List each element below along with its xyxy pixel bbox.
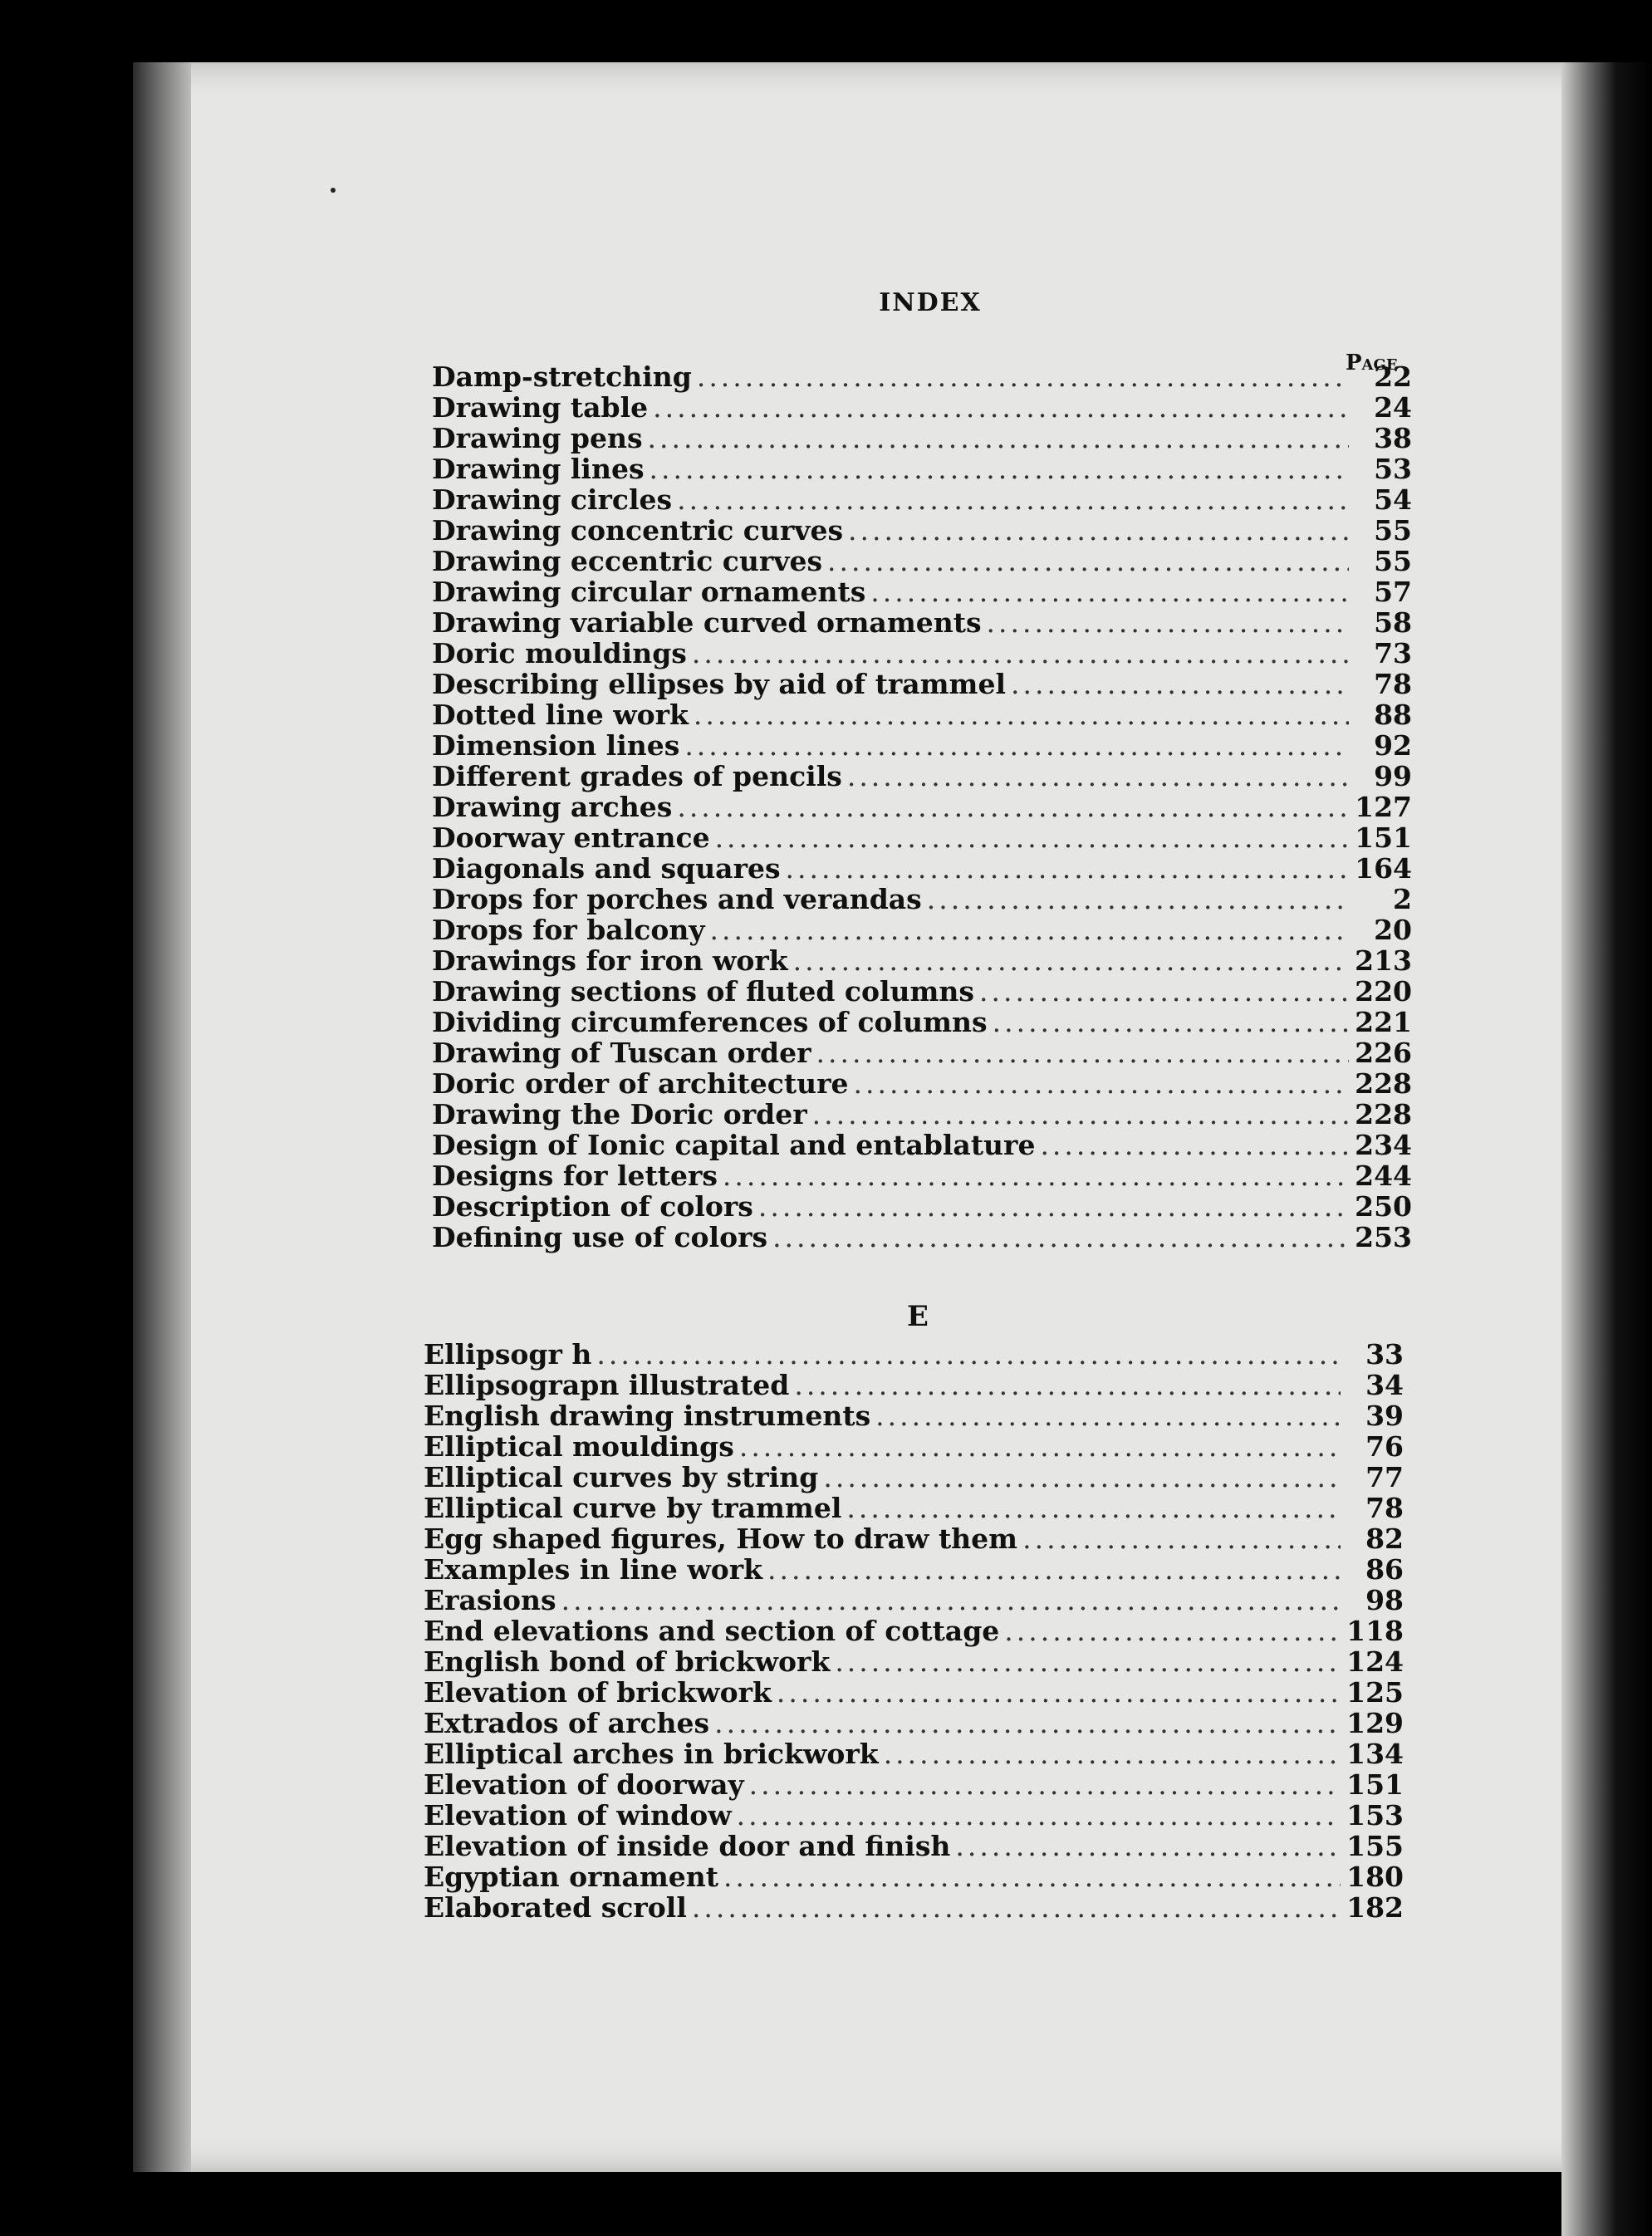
index-entry-page: 92 xyxy=(1374,729,1412,762)
index-entry xyxy=(432,392,1412,423)
index-entry-page: 134 xyxy=(1346,1738,1404,1770)
index-entry-page: 151 xyxy=(1355,821,1412,854)
index-entry-term: Drawing circles xyxy=(432,483,673,516)
index-entry-term: Drawing eccentric curves xyxy=(432,545,823,577)
index-entry-term: Describing ellipses by aid of trammel xyxy=(432,668,1006,700)
index-entry xyxy=(424,1677,1404,1708)
index-entry xyxy=(432,607,1412,638)
index-entry-page: 54 xyxy=(1374,483,1412,516)
index-entry xyxy=(424,1646,1404,1677)
index-entry-term: Dotted line work xyxy=(432,699,689,731)
dot-leader xyxy=(697,361,1349,392)
index-entry-term: Diagonals and squares xyxy=(432,852,781,885)
index-entry xyxy=(432,1191,1412,1222)
index-entry-term: Different grades of pencils xyxy=(432,760,842,792)
dot-leader xyxy=(987,607,1349,638)
index-entry-term: Doric mouldings xyxy=(432,637,687,669)
dot-leader xyxy=(1004,1616,1341,1646)
dot-leader xyxy=(875,1400,1341,1431)
dot-leader xyxy=(777,1677,1341,1708)
index-entry-page: 99 xyxy=(1374,760,1412,792)
index-entry xyxy=(424,1616,1404,1646)
dot-leader xyxy=(927,884,1349,915)
index-entry-term: Doric order of architecture xyxy=(432,1067,849,1100)
index-entry-page: 124 xyxy=(1346,1645,1404,1678)
dot-leader xyxy=(767,1554,1341,1585)
index-entry xyxy=(432,1037,1412,1068)
index-heading: INDEX xyxy=(879,288,982,317)
index-entry xyxy=(432,423,1412,454)
index-entry xyxy=(424,1400,1404,1431)
index-entry xyxy=(424,1800,1404,1831)
dot-leader xyxy=(677,792,1349,822)
index-entry-term: Erasions xyxy=(424,1584,556,1616)
index-entry-page: 253 xyxy=(1355,1221,1412,1253)
index-entry-page: 22 xyxy=(1374,360,1412,393)
dot-leader xyxy=(854,1068,1349,1099)
index-entry-page: 228 xyxy=(1355,1067,1412,1100)
dot-leader xyxy=(561,1585,1341,1616)
index-entry-page: 182 xyxy=(1346,1891,1404,1924)
index-entry-page: 155 xyxy=(1346,1830,1404,1862)
index-entry xyxy=(424,1585,1404,1616)
dot-leader xyxy=(1040,1130,1349,1160)
dot-leader xyxy=(870,576,1349,607)
index-entry-term: Elevation of window xyxy=(424,1799,732,1831)
index-entry-page: 129 xyxy=(1346,1707,1404,1739)
index-entry xyxy=(424,1523,1404,1554)
index-entry-term: Drawing sections of fluted columns xyxy=(432,975,975,1008)
dot-leader xyxy=(653,392,1349,423)
index-entry-page: 234 xyxy=(1355,1129,1412,1161)
index-entry-term: Drawing concentric curves xyxy=(432,514,844,547)
index-entry-page: 76 xyxy=(1365,1430,1404,1463)
index-section-e xyxy=(424,1339,1404,1923)
index-entry-page: 125 xyxy=(1346,1676,1404,1709)
index-entry xyxy=(424,1462,1404,1493)
index-entry xyxy=(424,1892,1404,1923)
index-entry xyxy=(432,638,1412,669)
index-entry-term: Defining use of colors xyxy=(432,1221,768,1253)
dot-leader xyxy=(596,1339,1341,1370)
dot-leader xyxy=(772,1222,1349,1253)
index-entry xyxy=(432,515,1412,546)
index-entry-page: 82 xyxy=(1365,1523,1404,1555)
index-entry xyxy=(432,699,1412,730)
dot-leader xyxy=(758,1191,1349,1222)
index-entry xyxy=(432,1099,1412,1130)
index-entry xyxy=(432,454,1412,484)
index-entry-page: 250 xyxy=(1355,1190,1412,1223)
index-entry xyxy=(432,576,1412,607)
dot-leader xyxy=(812,1099,1349,1130)
index-entry-term: Dividing circumferences of columns xyxy=(432,1006,988,1038)
index-entry xyxy=(424,1831,1404,1861)
index-entry-page: 228 xyxy=(1355,1098,1412,1130)
index-entry-page: 244 xyxy=(1355,1160,1412,1192)
dot-leader xyxy=(684,730,1349,761)
dot-leader xyxy=(723,1160,1349,1191)
dot-leader xyxy=(737,1800,1341,1831)
index-entry-term: English bond of brickwork xyxy=(424,1645,831,1678)
index-entry-page: 58 xyxy=(1374,606,1412,639)
index-entry-term: Extrados of arches xyxy=(424,1707,710,1739)
index-entry-term: Ellipsograpn illustrated xyxy=(424,1369,790,1401)
index-entry xyxy=(432,546,1412,576)
index-entry-term: Egg shaped figures, How to draw them xyxy=(424,1523,1018,1555)
index-entry-term: Designs for letters xyxy=(432,1160,718,1192)
index-entry-page: 57 xyxy=(1374,576,1412,608)
index-entry-page: 53 xyxy=(1374,453,1412,485)
index-entry-page: 33 xyxy=(1365,1338,1404,1371)
index-entry-term: Elliptical mouldings xyxy=(424,1430,734,1463)
dot-leader xyxy=(794,1370,1341,1400)
dot-leader xyxy=(835,1646,1341,1677)
index-entry-page: 226 xyxy=(1355,1037,1412,1069)
dot-leader xyxy=(739,1431,1341,1462)
index-entry xyxy=(424,1861,1404,1892)
index-entry-term: Drawing of Tuscan order xyxy=(432,1037,811,1069)
index-entry-page: 20 xyxy=(1374,914,1412,946)
index-entry-term: Dimension lines xyxy=(432,729,680,762)
index-entry xyxy=(432,1160,1412,1191)
index-entry xyxy=(432,822,1412,853)
dot-leader xyxy=(884,1738,1341,1769)
dot-leader xyxy=(749,1769,1341,1800)
dot-leader xyxy=(848,515,1349,546)
index-entry-page: 2 xyxy=(1393,883,1412,915)
index-entry-term: Elevation of inside door and finish xyxy=(424,1830,951,1862)
index-entry-page: 98 xyxy=(1365,1584,1404,1616)
index-entry-term: Design of Ionic capital and entablature xyxy=(432,1129,1036,1161)
index-entry xyxy=(432,792,1412,822)
index-entry-term: Egyptian ornament xyxy=(424,1861,719,1893)
index-entry xyxy=(424,1769,1404,1800)
index-entry-term: Drawing the Doric order xyxy=(432,1098,807,1130)
page-edge-right xyxy=(1561,62,1652,2236)
index-entry xyxy=(432,1222,1412,1253)
dot-leader xyxy=(694,699,1349,730)
dot-leader xyxy=(786,853,1349,884)
index-entry-term: Ellipsogr h xyxy=(424,1338,592,1371)
index-entry xyxy=(432,976,1412,1007)
index-entry xyxy=(432,361,1412,392)
index-entry-term: Drawing arches xyxy=(432,791,673,823)
index-entry-term: Drawing lines xyxy=(432,453,645,485)
index-entry-term: Drawing circular ornaments xyxy=(432,576,866,608)
index-entry-term: Drops for balcony xyxy=(432,914,705,946)
index-section-d xyxy=(432,361,1412,1253)
dot-leader xyxy=(714,1708,1341,1738)
dot-leader xyxy=(1011,669,1349,699)
index-entry-page: 180 xyxy=(1346,1861,1404,1893)
index-entry-page: 77 xyxy=(1365,1461,1404,1493)
index-entry xyxy=(424,1493,1404,1523)
dot-leader xyxy=(677,484,1349,515)
index-entry-page: 221 xyxy=(1355,1006,1412,1038)
index-entry xyxy=(432,1068,1412,1099)
index-entry-term: Drawing table xyxy=(432,391,649,424)
index-entry-term: Elaborated scroll xyxy=(424,1891,687,1924)
index-entry-page: 118 xyxy=(1346,1615,1404,1647)
speck-mark xyxy=(331,188,336,193)
index-entry xyxy=(424,1708,1404,1738)
dot-leader xyxy=(847,761,1349,792)
index-entry-term: Elevation of brickwork xyxy=(424,1676,772,1709)
index-entry-term: Description of colors xyxy=(432,1190,753,1223)
dot-leader xyxy=(816,1037,1350,1068)
dot-leader xyxy=(846,1493,1341,1523)
index-entry-page: 127 xyxy=(1355,791,1412,823)
dot-leader xyxy=(955,1831,1341,1861)
index-entry xyxy=(432,730,1412,761)
page-column-label: Page xyxy=(1346,351,1398,375)
dot-leader xyxy=(648,423,1349,454)
index-entry-page: 78 xyxy=(1374,668,1412,700)
index-entry xyxy=(432,915,1412,945)
index-entry-page: 73 xyxy=(1374,637,1412,669)
index-entry xyxy=(424,1370,1404,1400)
index-entry-term: Elliptical curve by trammel xyxy=(424,1492,842,1524)
index-entry-page: 78 xyxy=(1365,1492,1404,1524)
dot-leader xyxy=(823,1462,1341,1493)
index-entry xyxy=(432,484,1412,515)
index-entry xyxy=(432,669,1412,699)
index-entry-page: 55 xyxy=(1374,514,1412,547)
dot-leader xyxy=(723,1861,1341,1892)
index-entry xyxy=(424,1554,1404,1585)
dot-leader xyxy=(650,454,1349,484)
index-entry-page: 24 xyxy=(1374,391,1412,424)
index-entry xyxy=(432,761,1412,792)
index-entry-term: Examples in line work xyxy=(424,1553,763,1586)
index-entry-page: 151 xyxy=(1346,1768,1404,1801)
index-entry-term: Damp-stretching xyxy=(432,360,692,393)
page-gutter-left xyxy=(133,62,191,2172)
index-entry-page: 34 xyxy=(1365,1369,1404,1401)
index-entry-page: 220 xyxy=(1355,975,1412,1008)
index-entry-page: 153 xyxy=(1346,1799,1404,1831)
index-entry xyxy=(432,1007,1412,1037)
index-entry-term: Elevation of doorway xyxy=(424,1768,744,1801)
index-entry xyxy=(424,1738,1404,1769)
index-entry-term: Drawing variable curved ornaments xyxy=(432,606,982,639)
dot-leader xyxy=(692,638,1349,669)
dot-leader xyxy=(827,546,1349,576)
dot-leader xyxy=(692,1892,1341,1923)
index-entry xyxy=(432,1130,1412,1160)
index-entry xyxy=(424,1431,1404,1462)
dot-leader xyxy=(993,1007,1349,1037)
index-entry-term: Elliptical curves by string xyxy=(424,1461,819,1493)
index-entry xyxy=(432,884,1412,915)
index-entry-term: English drawing instruments xyxy=(424,1400,871,1432)
index-entry-term: Doorway entrance xyxy=(432,821,710,854)
index-entry-term: Drawing pens xyxy=(432,422,643,454)
index-entry-term: Drawings for iron work xyxy=(432,944,788,977)
index-entry-page: 213 xyxy=(1355,944,1412,977)
index-entry xyxy=(424,1339,1404,1370)
index-entry-page: 55 xyxy=(1374,545,1412,577)
dot-leader xyxy=(1022,1523,1341,1554)
index-entry xyxy=(432,945,1412,976)
section-letter-e: E xyxy=(907,1300,929,1333)
index-entry-page: 164 xyxy=(1355,852,1412,885)
index-entry-term: End elevations and section of cottage xyxy=(424,1615,1000,1647)
dot-leader xyxy=(715,822,1349,853)
index-entry-page: 38 xyxy=(1374,422,1412,454)
index-entry-page: 86 xyxy=(1365,1553,1404,1586)
dot-leader xyxy=(793,945,1349,976)
dot-leader xyxy=(979,976,1349,1007)
index-entry-term: Drops for porches and verandas xyxy=(432,883,922,915)
dot-leader xyxy=(710,915,1349,945)
index-entry-page: 39 xyxy=(1365,1400,1404,1432)
index-entry-page: 88 xyxy=(1374,699,1412,731)
index-entry xyxy=(432,853,1412,884)
index-entry-term: Elliptical arches in brickwork xyxy=(424,1738,879,1770)
